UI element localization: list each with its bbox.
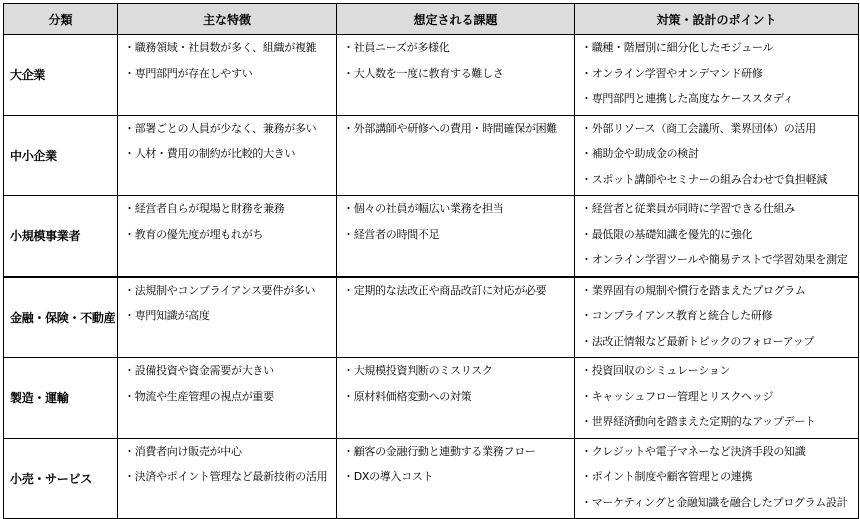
measure-item: ・ 職種・階層別に細分化したモジュール bbox=[581, 38, 858, 64]
issue-item: ・ 定期的な法改正や商品改訂に対応が必要 bbox=[343, 281, 574, 307]
measure-item: ・ 法改正情報など最新トピックのフォローアップ bbox=[581, 332, 858, 358]
feature-item: ・ 法規制やコンプライアンス要件が多い bbox=[124, 281, 336, 307]
measure-item: ・ キャッシュフロー管理とリスクヘッジ bbox=[581, 387, 858, 413]
row-features-cell bbox=[118, 438, 337, 519]
measure-item: ・ 経営者と従業員が同時に学習できる仕組み bbox=[581, 199, 858, 225]
header-measures: 対策・設計のポイント bbox=[575, 4, 859, 35]
measure-item: ・ クレジットや電子マネーなど決済手段の知識 bbox=[581, 442, 858, 468]
feature-item: ・ 人材・費用の制約が比較的大きい bbox=[124, 144, 336, 170]
measure-item: ・ マーケティングと金融知識を融合したプログラム設計 bbox=[581, 493, 858, 519]
issue-item: ・ 大規模投資判断のミスリスク bbox=[343, 361, 574, 387]
issue-item: ・ 社員ニーズが多様化 bbox=[343, 38, 574, 64]
feature-item: ・ 専門知識が高度 bbox=[124, 306, 336, 332]
row-features-cell bbox=[118, 277, 337, 358]
table-row bbox=[4, 35, 859, 116]
measure-item: ・ 業界固有の規制や慣行を踏まえたプログラム bbox=[581, 281, 858, 307]
feature-item: ・ 消費者向け販売が中心 bbox=[124, 442, 336, 468]
measure-item: ・ 専門部門と連携した高度なケーススタディ bbox=[581, 89, 858, 115]
row-features-cell bbox=[118, 358, 337, 439]
table-row bbox=[4, 115, 859, 196]
table-row bbox=[4, 277, 859, 358]
feature-item: ・ 職務領域・社員数が多く、組織が複雑 bbox=[124, 38, 336, 64]
row-issues-cell bbox=[337, 115, 575, 196]
row-category: 大企業 bbox=[4, 35, 118, 116]
row-measures-cell bbox=[575, 115, 859, 196]
row-issues-cell bbox=[337, 438, 575, 519]
row-issues-cell bbox=[337, 35, 575, 116]
feature-item: ・ 決済やポイント管理など最新技術の活用 bbox=[124, 467, 336, 493]
measure-item: ・ ポイント制度や顧客管理との連携 bbox=[581, 467, 858, 493]
table-body bbox=[4, 35, 859, 519]
comparison-table bbox=[3, 3, 859, 519]
row-features-cell bbox=[118, 196, 337, 277]
issue-item: ・ 大人数を一度に教育する難しさ bbox=[343, 64, 574, 90]
row-measures-cell bbox=[575, 358, 859, 439]
row-issues-cell bbox=[337, 277, 575, 358]
row-category: 小売・サービス bbox=[4, 438, 118, 519]
row-measures-cell bbox=[575, 438, 859, 519]
measure-item: ・ 補助金や助成金の検討 bbox=[581, 144, 858, 170]
row-features-cell bbox=[118, 115, 337, 196]
measure-item: ・ オンライン学習ツールや簡易テストで学習効果を測定 bbox=[581, 250, 858, 276]
feature-item: ・ 教育の優先度が埋もれがち bbox=[124, 225, 336, 251]
measure-item: ・ 外部リソース（商工会議所、業界団体）の活用 bbox=[581, 119, 858, 145]
table-row bbox=[4, 438, 859, 519]
issue-item: ・ 顧客の金融行動と連動する業務フロー bbox=[343, 442, 574, 468]
feature-item: ・ 物流や生産管理の視点が重要 bbox=[124, 387, 336, 413]
issue-item: ・ 個々の社員が幅広い業務を担当 bbox=[343, 199, 574, 225]
row-measures-cell bbox=[575, 196, 859, 277]
issue-item: ・ 外部講師や研修への費用・時間確保が困難 bbox=[343, 119, 574, 145]
header-category: 分類 bbox=[4, 4, 118, 35]
row-category: 製造・運輸 bbox=[4, 358, 118, 439]
table-row bbox=[4, 196, 859, 277]
issue-item: ・ 原材料価格変動への対策 bbox=[343, 387, 574, 413]
row-category: 中小企業 bbox=[4, 115, 118, 196]
row-category: 金融・保険・不動産 bbox=[4, 277, 118, 358]
feature-item: ・ 専門部門が存在しやすい bbox=[124, 64, 336, 90]
measure-item: ・ オンライン学習やオンデマンド研修 bbox=[581, 64, 858, 90]
table-row bbox=[4, 358, 859, 439]
measure-item: ・ 投資回収のシミュレーション bbox=[581, 361, 858, 387]
measure-item: ・ 世界経済動向を踏まえた定期的なアップデート bbox=[581, 412, 858, 438]
header-issues: 想定される課題 bbox=[337, 4, 575, 35]
row-issues-cell bbox=[337, 196, 575, 277]
header-features: 主な特徴 bbox=[118, 4, 337, 35]
row-measures-cell bbox=[575, 35, 859, 116]
row-features-cell bbox=[118, 35, 337, 116]
feature-item: ・ 設備投資や資金需要が大きい bbox=[124, 361, 336, 387]
measure-item: ・ 最低限の基礎知識を優先的に強化 bbox=[581, 225, 858, 251]
header-row bbox=[4, 4, 859, 35]
measure-item: ・ スポット講師やセミナーの組み合わせで負担軽減 bbox=[581, 170, 858, 196]
row-issues-cell bbox=[337, 358, 575, 439]
feature-item: ・ 経営者自らが現場と財務を兼務 bbox=[124, 199, 336, 225]
row-category: 小規模事業者 bbox=[4, 196, 118, 277]
measure-item: ・ コンプライアンス教育と統合した研修 bbox=[581, 306, 858, 332]
issue-item: ・ 経営者の時間不足 bbox=[343, 225, 574, 251]
feature-item: ・ 部署ごとの人員が少なく、兼務が多い bbox=[124, 119, 336, 145]
row-measures-cell bbox=[575, 277, 859, 358]
issue-item: ・ DXの導入コスト bbox=[343, 467, 574, 493]
